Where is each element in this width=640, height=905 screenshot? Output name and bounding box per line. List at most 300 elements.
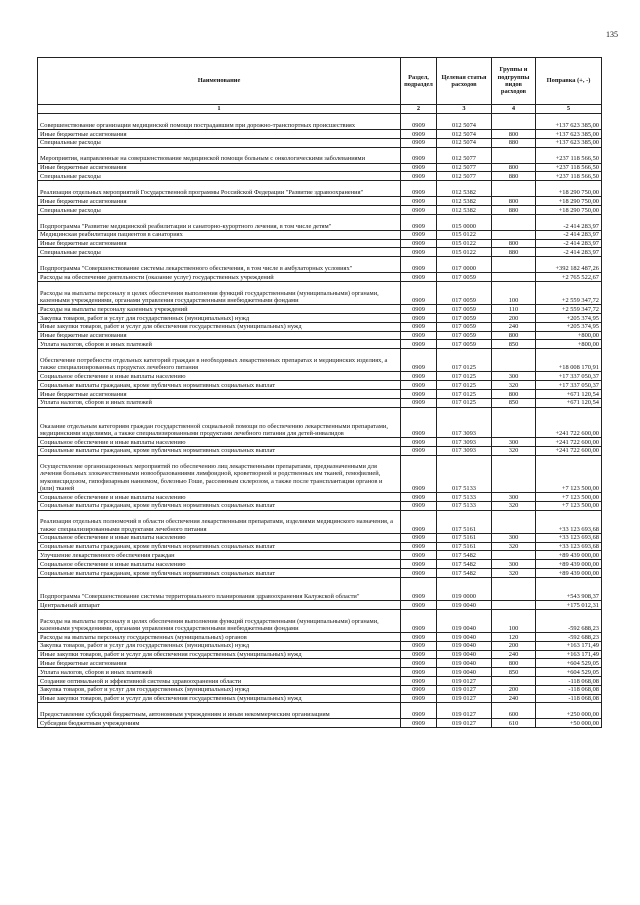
row-name: Иные бюджетные ассигнования <box>38 130 401 139</box>
row-target-article: 012 5382 <box>437 197 492 206</box>
row-name: Реализация отдельных полномочий в области обеспечения лекарственными препаратами, изделиями медицинского назначения, а также специализированными продуктами лечебного питания <box>38 510 401 533</box>
row-section: 0909 <box>401 650 437 659</box>
header-target: Целевая статья расходов <box>437 58 492 105</box>
row-section: 0909 <box>401 372 437 381</box>
row-name: Предоставление субсидий бюджетным, автономным учреждениям и иным некоммерческим организациям <box>38 703 401 719</box>
header-amendment: Поправка (+, -) <box>536 58 602 105</box>
row-target-article: 017 3093 <box>437 446 492 455</box>
row-expense-group <box>492 677 536 686</box>
row-name: Социальные выплаты гражданам, кроме публичных нормативных социальных выплат <box>38 569 401 578</box>
row-target-article: 017 5133 <box>437 501 492 510</box>
row-name: Уплата налогов, сборов и иных платежей <box>38 340 401 349</box>
row-amendment-amount: +241 722 600,00 <box>536 437 602 446</box>
row-section: 0909 <box>401 114 437 130</box>
row-target-article: 017 5161 <box>437 510 492 533</box>
row-amendment-amount: +237 118 566,50 <box>536 172 602 181</box>
row-name: Специальные расходы <box>38 172 401 181</box>
row-section: 0909 <box>401 493 437 502</box>
row-amendment-amount: +671 120,54 <box>536 398 602 407</box>
row-expense-group: 850 <box>492 398 536 407</box>
row-name: Социальные выплаты гражданам, кроме публичных нормативных социальных выплат <box>38 542 401 551</box>
row-expense-group <box>492 147 536 163</box>
table-row <box>38 398 602 407</box>
table-row <box>38 138 602 147</box>
row-expense-group: 300 <box>492 533 536 542</box>
table-row <box>38 533 602 542</box>
row-expense-group: 880 <box>492 138 536 147</box>
table-row <box>38 633 602 642</box>
table-row <box>38 650 602 659</box>
row-expense-group: 100 <box>492 281 536 304</box>
table-row <box>38 437 602 446</box>
row-target-article: 019 0040 <box>437 633 492 642</box>
row-amendment-amount: +392 182 487,26 <box>536 257 602 273</box>
header-name: Наименование <box>38 58 401 105</box>
header-groups: Группы и подгруппы видов расходов <box>492 58 536 105</box>
table-row <box>38 331 602 340</box>
row-expense-group <box>492 349 536 372</box>
row-amendment-amount: +237 118 566,50 <box>536 163 602 172</box>
row-target-article: 019 0127 <box>437 719 492 728</box>
table-row <box>38 501 602 510</box>
row-expense-group <box>492 273 536 282</box>
row-amendment-amount: +18 290 750,00 <box>536 181 602 197</box>
row-expense-group: 300 <box>492 493 536 502</box>
row-amendment-amount: -2 414 283,97 <box>536 214 602 230</box>
row-target-article: 019 0040 <box>437 659 492 668</box>
row-name: Оказание отдельным категориям граждан государственной социальной помощи по обеспечению лекарственными препаратами, медицинскими изделиями, а также специализированными продуктами лечебного питания для детей-инвалидов <box>38 407 401 437</box>
row-section: 0909 <box>401 257 437 273</box>
table-row <box>38 407 602 437</box>
row-expense-group <box>492 257 536 273</box>
row-amendment-amount: +163 171,49 <box>536 641 602 650</box>
row-name: Подпрограмма "Развитие медицинской реабилитации и санаторно-курортного лечения, в том числе детям" <box>38 214 401 230</box>
row-target-article: 012 5077 <box>437 172 492 181</box>
table-row <box>38 577 602 600</box>
row-section: 0909 <box>401 510 437 533</box>
column-number-row <box>38 105 602 114</box>
row-expense-group: 800 <box>492 197 536 206</box>
row-section: 0909 <box>401 398 437 407</box>
row-target-article: 017 3093 <box>437 407 492 437</box>
row-name: Центральный аппарат <box>38 601 401 610</box>
table-row <box>38 677 602 686</box>
row-target-article: 017 5482 <box>437 560 492 569</box>
row-amendment-amount: +800,00 <box>536 331 602 340</box>
row-target-article: 019 0000 <box>437 577 492 600</box>
row-target-article: 019 0127 <box>437 694 492 703</box>
row-section: 0909 <box>401 501 437 510</box>
table-row <box>38 181 602 197</box>
row-target-article: 017 0125 <box>437 349 492 372</box>
row-amendment-amount: +2 559 347,72 <box>536 281 602 304</box>
row-amendment-amount: +604 529,05 <box>536 659 602 668</box>
row-expense-group: 320 <box>492 381 536 390</box>
row-name: Подпрограмма "Совершенствование системы территориального планирования здравоохранения Калужской области" <box>38 577 401 600</box>
row-section: 0909 <box>401 407 437 437</box>
row-expense-group: 200 <box>492 313 536 322</box>
table-row <box>38 659 602 668</box>
row-target-article: 017 5482 <box>437 569 492 578</box>
row-expense-group <box>492 601 536 610</box>
row-name: Медицинская реабилитация пациентов в санаториях <box>38 230 401 239</box>
table-row <box>38 130 602 139</box>
row-expense-group: 800 <box>492 130 536 139</box>
row-expense-group: 120 <box>492 633 536 642</box>
row-section: 0909 <box>401 214 437 230</box>
row-name: Мероприятия, направленные на совершенствование медицинской помощи больным с онкологическими заболеваниями <box>38 147 401 163</box>
row-name: Уплата налогов, сборов и иных платежей <box>38 398 401 407</box>
row-section: 0909 <box>401 641 437 650</box>
row-expense-group: 200 <box>492 641 536 650</box>
table-row <box>38 197 602 206</box>
row-section: 0909 <box>401 601 437 610</box>
row-expense-group <box>492 114 536 130</box>
row-amendment-amount: -118 068,08 <box>536 685 602 694</box>
row-target-article: 015 0000 <box>437 214 492 230</box>
row-expense-group: 320 <box>492 501 536 510</box>
row-amendment-amount: +241 722 600,00 <box>536 446 602 455</box>
row-expense-group: 200 <box>492 685 536 694</box>
row-target-article: 017 0125 <box>437 398 492 407</box>
row-amendment-amount: +18 290 750,00 <box>536 205 602 214</box>
row-section: 0909 <box>401 659 437 668</box>
row-name: Социальное обеспечение и иные выплаты населению <box>38 372 401 381</box>
column-number: 4 <box>492 105 536 114</box>
row-section: 0909 <box>401 281 437 304</box>
row-name: Специальные расходы <box>38 248 401 257</box>
row-amendment-amount: +18 008 170,91 <box>536 349 602 372</box>
row-expense-group: 100 <box>492 609 536 632</box>
row-amendment-amount: +18 290 750,00 <box>536 197 602 206</box>
row-amendment-amount: +237 118 566,50 <box>536 147 602 163</box>
table-row <box>38 340 602 349</box>
row-name: Расходы на обеспечение деятельности (оказание услуг) государственных учреждений <box>38 273 401 282</box>
row-expense-group: 880 <box>492 205 536 214</box>
table-row <box>38 455 602 493</box>
row-name: Расходы на выплаты персоналу казенных учреждений <box>38 305 401 314</box>
row-amendment-amount: +671 120,54 <box>536 389 602 398</box>
row-amendment-amount: +800,00 <box>536 340 602 349</box>
table-row <box>38 230 602 239</box>
row-name: Улучшение лекарственного обеспечения граждан <box>38 551 401 560</box>
row-name: Расходы на выплаты персоналу государственных (муниципальных) органов <box>38 633 401 642</box>
row-amendment-amount: +33 123 693,68 <box>536 542 602 551</box>
column-number: 3 <box>437 105 492 114</box>
row-target-article: 017 5482 <box>437 551 492 560</box>
row-section: 0909 <box>401 609 437 632</box>
table-row <box>38 205 602 214</box>
row-name: Социальное обеспечение и иные выплаты населению <box>38 437 401 446</box>
row-section: 0909 <box>401 197 437 206</box>
row-section: 0909 <box>401 677 437 686</box>
column-number: 2 <box>401 105 437 114</box>
table-row <box>38 214 602 230</box>
row-name: Социальные выплаты гражданам, кроме публичных нормативных социальных выплат <box>38 501 401 510</box>
row-expense-group: 110 <box>492 305 536 314</box>
row-section: 0909 <box>401 542 437 551</box>
row-expense-group: 610 <box>492 719 536 728</box>
table-row <box>38 601 602 610</box>
row-name: Создание оптимальной и эффективной системы здравоохранения области <box>38 677 401 686</box>
row-expense-group: 850 <box>492 668 536 677</box>
row-name: Подпрограмма "Совершенствование системы лекарственного обеспечения, в том числе в амбулаторных условиях" <box>38 257 401 273</box>
row-amendment-amount: +89 439 000,00 <box>536 560 602 569</box>
row-amendment-amount: +7 123 500,00 <box>536 501 602 510</box>
row-amendment-amount: -2 414 283,97 <box>536 248 602 257</box>
table-row <box>38 641 602 650</box>
row-amendment-amount: +137 623 385,00 <box>536 114 602 130</box>
row-section: 0909 <box>401 305 437 314</box>
row-name: Субсидии бюджетным учреждениям <box>38 719 401 728</box>
row-expense-group <box>492 455 536 493</box>
row-target-article: 019 0040 <box>437 609 492 632</box>
row-section: 0909 <box>401 181 437 197</box>
row-target-article: 012 5074 <box>437 114 492 130</box>
row-section: 0909 <box>401 633 437 642</box>
row-target-article: 012 5077 <box>437 147 492 163</box>
row-name: Иные закупки товаров, работ и услуг для обеспечения государственных (муниципальных) нужд <box>38 322 401 331</box>
row-amendment-amount: +163 171,49 <box>536 650 602 659</box>
row-amendment-amount: +89 439 000,00 <box>536 551 602 560</box>
table-row <box>38 685 602 694</box>
table-row <box>38 372 602 381</box>
row-amendment-amount: -2 414 283,97 <box>536 239 602 248</box>
row-name: Закупка товаров, работ и услуг для государственных (муниципальных) нужд <box>38 685 401 694</box>
row-section: 0909 <box>401 577 437 600</box>
row-section: 0909 <box>401 349 437 372</box>
table-row <box>38 257 602 273</box>
page-number: 135 <box>606 30 618 39</box>
table-row <box>38 668 602 677</box>
budget-amendments-table <box>37 57 602 728</box>
row-name: Уплата налогов, сборов и иных платежей <box>38 668 401 677</box>
row-section: 0909 <box>401 668 437 677</box>
row-name: Осуществление организационных мероприятий по обеспечению лиц лекарственными препаратами, предназначенными для лечения больных злокачественными новообразованиями лимфоидной, кроветворной и родственных им тканей, гемофилией, муковисцидозом, гипофизарным нанизмом, болезнью Гоше, рассеянным склерозом, а также после трансплантации органов и (или) тканей <box>38 455 401 493</box>
row-target-article: 015 0122 <box>437 248 492 257</box>
row-target-article: 017 5133 <box>437 493 492 502</box>
header-section: Раздел, подраздел <box>401 58 437 105</box>
row-target-article: 019 0127 <box>437 677 492 686</box>
row-target-article: 017 5133 <box>437 455 492 493</box>
row-expense-group <box>492 214 536 230</box>
row-expense-group <box>492 551 536 560</box>
row-amendment-amount: +604 529,05 <box>536 668 602 677</box>
row-expense-group: 600 <box>492 703 536 719</box>
row-section: 0909 <box>401 455 437 493</box>
table-row <box>38 381 602 390</box>
row-target-article: 012 5074 <box>437 130 492 139</box>
row-section: 0909 <box>401 273 437 282</box>
row-name: Иные бюджетные ассигнования <box>38 239 401 248</box>
row-section: 0909 <box>401 446 437 455</box>
row-target-article: 019 0127 <box>437 703 492 719</box>
column-number: 5 <box>536 105 602 114</box>
row-name: Расходы на выплаты персоналу в целях обеспечения выполнения функций государственными (муниципальными) органами, казенными учреждениями, органами управления государственными внебюджетными фондами <box>38 609 401 632</box>
table-row <box>38 510 602 533</box>
row-section: 0909 <box>401 719 437 728</box>
row-name: Совершенствование организации медицинской помощи пострадавшим при дорожно-транспортных происшествиях <box>38 114 401 130</box>
row-name: Закупка товаров, работ и услуг для государственных (муниципальных) нужд <box>38 313 401 322</box>
row-expense-group <box>492 230 536 239</box>
row-expense-group: 320 <box>492 569 536 578</box>
table-row <box>38 389 602 398</box>
table-row <box>38 147 602 163</box>
row-target-article: 017 0125 <box>437 381 492 390</box>
row-target-article: 012 5077 <box>437 163 492 172</box>
row-name: Социальное обеспечение и иные выплаты населению <box>38 560 401 569</box>
row-target-article: 017 0059 <box>437 322 492 331</box>
table-row <box>38 542 602 551</box>
row-amendment-amount: -118 068,08 <box>536 677 602 686</box>
row-expense-group <box>492 407 536 437</box>
row-name: Иные бюджетные ассигнования <box>38 163 401 172</box>
column-number: 1 <box>38 105 401 114</box>
row-name: Специальные расходы <box>38 138 401 147</box>
row-target-article: 017 5161 <box>437 542 492 551</box>
row-target-article: 019 0127 <box>437 685 492 694</box>
table-row <box>38 163 602 172</box>
row-target-article: 017 0125 <box>437 372 492 381</box>
row-name: Социальное обеспечение и иные выплаты населению <box>38 493 401 502</box>
row-name: Реализация отдельных мероприятий Государственной программы Российской Федерации "Развитие здравоохранения" <box>38 181 401 197</box>
row-target-article: 017 0059 <box>437 340 492 349</box>
row-name: Социальные выплаты гражданам, кроме публичных нормативных социальных выплат <box>38 381 401 390</box>
table-row <box>38 273 602 282</box>
row-expense-group: 880 <box>492 172 536 181</box>
row-amendment-amount: +241 722 600,00 <box>536 407 602 437</box>
row-target-article: 015 0122 <box>437 239 492 248</box>
row-target-article: 017 0000 <box>437 257 492 273</box>
row-section: 0909 <box>401 147 437 163</box>
row-name: Социальные выплаты гражданам, кроме публичных нормативных социальных выплат <box>38 446 401 455</box>
row-amendment-amount: +2 765 522,67 <box>536 273 602 282</box>
table-header-row <box>38 58 602 105</box>
row-section: 0909 <box>401 163 437 172</box>
row-amendment-amount: -2 414 283,97 <box>536 230 602 239</box>
row-target-article: 017 0059 <box>437 305 492 314</box>
table-row <box>38 609 602 632</box>
row-amendment-amount: +137 623 385,00 <box>536 130 602 139</box>
row-expense-group: 240 <box>492 322 536 331</box>
row-section: 0909 <box>401 685 437 694</box>
row-amendment-amount: +543 908,37 <box>536 577 602 600</box>
row-amendment-amount: +205 374,95 <box>536 322 602 331</box>
row-amendment-amount: +7 123 500,00 <box>536 455 602 493</box>
row-expense-group: 300 <box>492 560 536 569</box>
row-target-article: 017 3093 <box>437 437 492 446</box>
row-amendment-amount: +205 374,95 <box>536 313 602 322</box>
row-section: 0909 <box>401 239 437 248</box>
table-row <box>38 313 602 322</box>
row-section: 0909 <box>401 130 437 139</box>
row-section: 0909 <box>401 437 437 446</box>
table-row <box>38 560 602 569</box>
table-row <box>38 305 602 314</box>
row-target-article: 017 5161 <box>437 533 492 542</box>
row-name: Иные бюджетные ассигнования <box>38 389 401 398</box>
table-body <box>38 114 602 728</box>
row-target-article: 015 0122 <box>437 230 492 239</box>
row-amendment-amount: +175 012,31 <box>536 601 602 610</box>
row-name: Социальное обеспечение и иные выплаты населению <box>38 533 401 542</box>
row-expense-group: 320 <box>492 542 536 551</box>
row-section: 0909 <box>401 248 437 257</box>
row-target-article: 017 0059 <box>437 313 492 322</box>
row-amendment-amount: +50 000,00 <box>536 719 602 728</box>
table-row <box>38 114 602 130</box>
row-target-article: 019 0040 <box>437 668 492 677</box>
row-name: Расходы на выплаты персоналу в целях обеспечения выполнения функций государственными (муниципальными) органами, казенными учреждениями, органами управления государственными внебюджетными фондами <box>38 281 401 304</box>
table-row <box>38 281 602 304</box>
row-section: 0909 <box>401 172 437 181</box>
row-name: Иные закупки товаров, работ и услуг для обеспечения государственных (муниципальных) нужд <box>38 694 401 703</box>
row-amendment-amount: +17 337 050,37 <box>536 381 602 390</box>
row-expense-group: 320 <box>492 446 536 455</box>
row-section: 0909 <box>401 322 437 331</box>
row-expense-group: 240 <box>492 694 536 703</box>
row-target-article: 012 5074 <box>437 138 492 147</box>
row-amendment-amount: +17 337 050,37 <box>536 372 602 381</box>
table-row <box>38 239 602 248</box>
row-name: Специальные расходы <box>38 205 401 214</box>
row-section: 0909 <box>401 331 437 340</box>
row-name: Закупка товаров, работ и услуг для государственных (муниципальных) нужд <box>38 641 401 650</box>
row-section: 0909 <box>401 569 437 578</box>
row-expense-group: 880 <box>492 248 536 257</box>
row-section: 0909 <box>401 340 437 349</box>
row-name: Обеспечение потребности отдельных категорий граждан в необходимых лекарственных препаратах и медицинских изделиях, а также специализированных продуктах лечебного питания <box>38 349 401 372</box>
row-target-article: 019 0040 <box>437 641 492 650</box>
row-section: 0909 <box>401 703 437 719</box>
row-amendment-amount: -118 068,08 <box>536 694 602 703</box>
table-row <box>38 493 602 502</box>
row-section: 0909 <box>401 230 437 239</box>
row-name: Иные бюджетные ассигнования <box>38 197 401 206</box>
row-expense-group: 300 <box>492 437 536 446</box>
row-section: 0909 <box>401 694 437 703</box>
row-expense-group: 800 <box>492 163 536 172</box>
table-row <box>38 694 602 703</box>
row-expense-group <box>492 181 536 197</box>
row-expense-group: 800 <box>492 389 536 398</box>
row-section: 0909 <box>401 533 437 542</box>
row-expense-group: 800 <box>492 659 536 668</box>
row-target-article: 012 5382 <box>437 181 492 197</box>
table-row <box>38 703 602 719</box>
row-target-article: 017 0125 <box>437 389 492 398</box>
row-amendment-amount: +33 123 693,68 <box>536 510 602 533</box>
row-amendment-amount: -592 688,23 <box>536 609 602 632</box>
row-section: 0909 <box>401 389 437 398</box>
row-expense-group: 850 <box>492 340 536 349</box>
row-target-article: 019 0040 <box>437 601 492 610</box>
row-expense-group: 800 <box>492 239 536 248</box>
row-expense-group: 240 <box>492 650 536 659</box>
row-amendment-amount: +7 123 500,00 <box>536 493 602 502</box>
row-section: 0909 <box>401 560 437 569</box>
table-row <box>38 551 602 560</box>
table-row <box>38 446 602 455</box>
row-section: 0909 <box>401 205 437 214</box>
row-amendment-amount: +250 000,00 <box>536 703 602 719</box>
row-expense-group: 800 <box>492 331 536 340</box>
row-name: Иные закупки товаров, работ и услуг для обеспечения государственных (муниципальных) нужд <box>38 650 401 659</box>
table-row <box>38 719 602 728</box>
row-section: 0909 <box>401 313 437 322</box>
row-target-article: 019 0040 <box>437 650 492 659</box>
row-amendment-amount: +137 623 385,00 <box>536 138 602 147</box>
